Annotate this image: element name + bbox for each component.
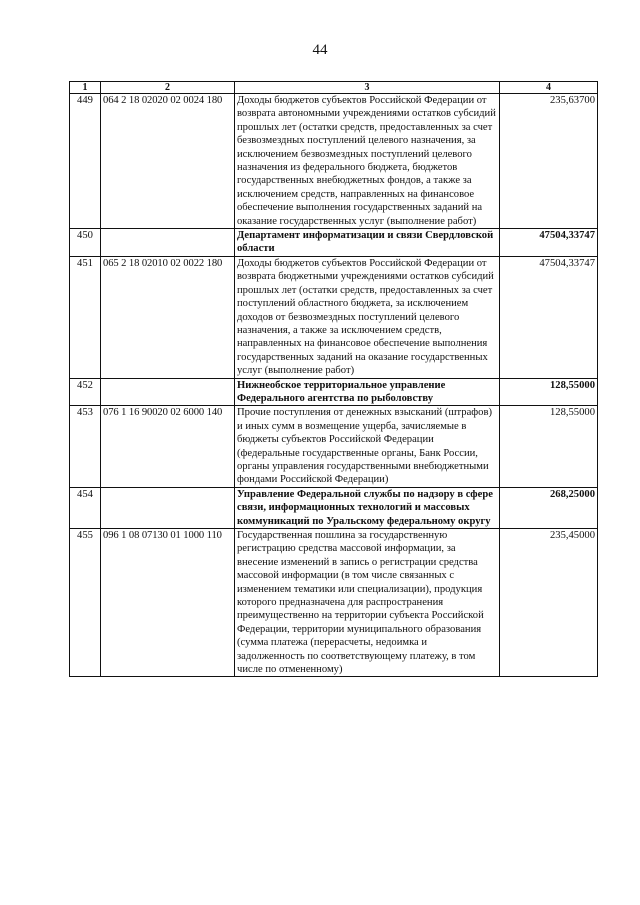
page-number: 44 [312,42,328,58]
budget-code [101,229,235,257]
budget-code: 065 2 18 02010 02 0022 180 [101,256,235,378]
table-row [70,529,598,677]
administrator-name: Департамент информатизации и связи Свердловской области [235,229,500,257]
revenue-description: Доходы бюджетов субъектов Российской Федерации от возврата автономными учреждениями остатков субсидий прошлых лет (остатки средств, предоставленных за счет безвозмездных поступлений целевого назначения, за исключением безвозмездных поступлений целевого назначения из федерального бюджета, бюджетов государственных внебюджетных фондов, а также за исключением средств, направленных на финансовое обеспечение выполнения государственных заданий на оказание государственных услуг (выполнение работ) [235,94,500,229]
budget-code: 096 1 08 07130 01 1000 110 [101,529,235,677]
column-header-1: 1 [70,82,101,94]
administrator-name: Управление Федеральной службы по надзору в сфере связи, информационных технологий и массовых коммуникаций по Уральскому федеральному округу [235,487,500,528]
budget-code [101,378,235,406]
table-row [70,406,598,487]
revenue-description: Доходы бюджетов субъектов Российской Федерации от возврата бюджетными учреждениями остатков субсидий прошлых лет (остатки средств, предоставленных за счет поступлений областного бюджета, за исключением доходов от безвозмездных поступлений целевого назначения, а также за исключением средств, направленных на финансовое обеспечение выполнения государственных заданий на оказание государственных услуг (выполнение работ) [235,256,500,378]
amount: 47504,33747 [500,229,598,257]
budget-code [101,487,235,528]
table-row [70,94,598,229]
row-number: 450 [70,229,101,257]
row-number: 452 [70,378,101,406]
revenue-description: Прочие поступления от денежных взысканий (штрафов) и иных сумм в возмещение ущерба, зачисляемые в бюджеты субъектов Российской Федерации (федеральные государственные органы, Банк России, органы управления государственными внебюджетными фондами Российской Федерации) [235,406,500,487]
table-row [70,487,598,528]
column-header-4: 4 [500,82,598,94]
amount: 235,45000 [500,529,598,677]
row-number: 454 [70,487,101,528]
budget-code: 076 1 16 90020 02 6000 140 [101,406,235,487]
column-header-3: 3 [235,82,500,94]
row-number: 451 [70,256,101,378]
row-number: 453 [70,406,101,487]
budget-code: 064 2 18 02020 02 0024 180 [101,94,235,229]
amount: 47504,33747 [500,256,598,378]
column-header-2: 2 [101,82,235,94]
amount: 235,63700 [500,94,598,229]
administrator-name: Нижнеобское территориальное управление Федерального агентства по рыболовству [235,378,500,406]
revenue-description: Государственная пошлина за государственную регистрацию средства массовой информации, за внесение изменений в запись о регистрации средства массовой информации (в том числе связанных с изменением тематики или специализации), продукция которого предназначена для распространения преимущественно на территории субъекта Российской Федерации, территории муниципального образования (сумма платежа (перерасчеты, недоимка и задолженность по соответствующему платежу, в том числе по отмененному) [235,529,500,677]
row-number: 455 [70,529,101,677]
row-number: 449 [70,94,101,229]
amount: 128,55000 [500,378,598,406]
table-row [70,229,598,257]
table-row [70,378,598,406]
amount: 268,25000 [500,487,598,528]
table-body [70,94,598,677]
table-row [70,256,598,378]
budget-revenue-table [69,81,598,677]
amount: 128,55000 [500,406,598,487]
table-header-row [70,82,598,94]
